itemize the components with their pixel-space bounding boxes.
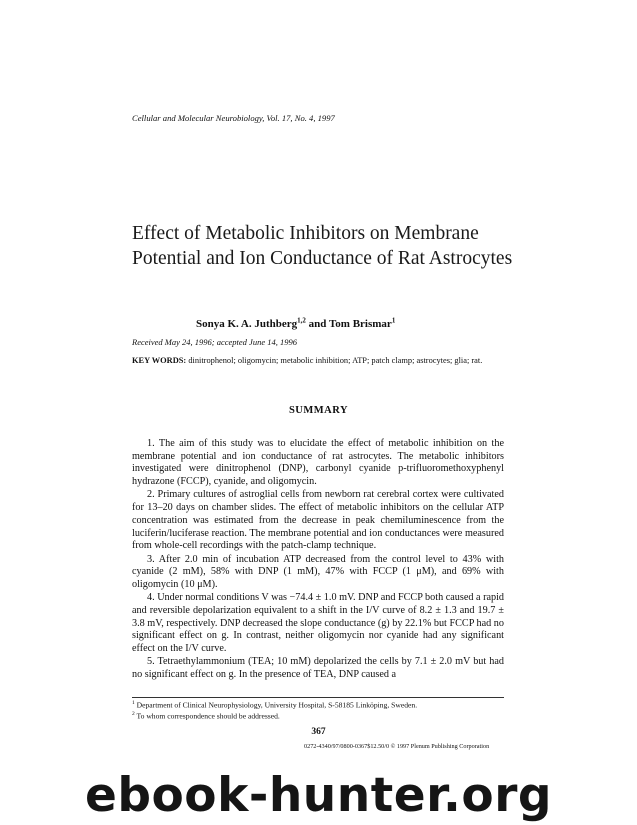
keywords (132, 355, 504, 366)
author-line (196, 318, 395, 330)
copyright-line: 0272-4340/97/0800-0367$12.50/0 © 1997 Plenum Publishing Corporation (304, 743, 490, 750)
keywords-text: dinitrophenol; oligomycin; metabolic inhibition; ATP; patch clamp; astrocytes; glia; rat. (186, 356, 483, 365)
footnotes (132, 697, 504, 721)
footnote (132, 699, 504, 710)
page-number: 367 (311, 727, 326, 737)
author-name: Tom Brismar (328, 318, 392, 330)
affiliation-mark: 1,2 (297, 316, 306, 325)
summary-paragraph: 1. The aim of this study was to elucidate the effect of metabolic inhibition on the membrane potential and ion conductance of rat astrocytes. The metabolic inhibitors investigated were dinitrophenol (DNP), carbonyl cyanide p-trifluoromethoxyphenyl hydrazone (FCCP), cyanide, and oligomycin. (132, 438, 504, 488)
footnote-text: To whom correspondence should be addressed. (134, 711, 280, 721)
author-conjunction: and (305, 318, 329, 330)
watermark: ebook-hunter.org (84, 768, 553, 823)
summary-paragraph: 3. After 2.0 min of incubation ATP decreased from the control level to 43% with cyanide (2 mM), 58% with DNP (1 mM), 47% with FCCP (1 μM), and 69% with oligomycin (10 μM). (132, 553, 504, 590)
footnote-mark: 2 (132, 710, 135, 717)
footnote-mark: 1 (132, 700, 135, 706)
summary-body (132, 438, 504, 682)
author-name: Sonya K. A. Juthberg (196, 318, 298, 330)
paper-title: Effect of Metabolic Inhibitors on Membrane Potential and Ion Conductance of Rat Astrocytes (132, 223, 513, 269)
summary-paragraph: 5. Tetraethylammonium (TEA; 10 mM) depolarized the cells by 7.1 ± 2.0 mV but had no significant effect on g. In the presence of TEA, DNP caused a (132, 656, 504, 681)
footnote (132, 710, 504, 721)
keywords-label: KEY WORDS: (132, 356, 187, 365)
received-dates: Received May 24, 1996; accepted June 14, 1996 (132, 337, 297, 347)
affiliation-mark: 1 (391, 316, 396, 325)
summary-paragraph: 2. Primary cultures of astroglial cells from newborn rat cerebral cortex were cultivated for 13–20 days on chamber slides. The effect of metabolic inhibitors on the cellular ATP concentration was estimated from the decrease in peak chemiluminescence from the luciferin/luciferase reaction. The membrane potential and ion conductances were measured from whole-cell recordings with the patch-clamp technique. (132, 489, 504, 552)
journal-citation: Cellular and Molecular Neurobiology, Vol. 17, No. 4, 1997 (132, 113, 335, 123)
footnote-text: Department of Clinical Neurophysiology, University Hospital, S-58185 Linköping, Sweden. (134, 700, 418, 710)
summary-heading: SUMMARY (288, 405, 349, 416)
summary-paragraph: 4. Under normal conditions V was −74.4 ± 1.0 mV. DNP and FCCP both caused a rapid and reversible depolarization equivalent to a shift in the I/V curve of 8.2 ± 1.3 and 19.7 ± 3.8 mV, respectively. DNP decreased the slope conductance (g) by 22.1% but FCCP had no significant effect on g. In contrast, neither oligomycin nor cyanide had any significant effect on the I/V curve. (132, 592, 504, 655)
